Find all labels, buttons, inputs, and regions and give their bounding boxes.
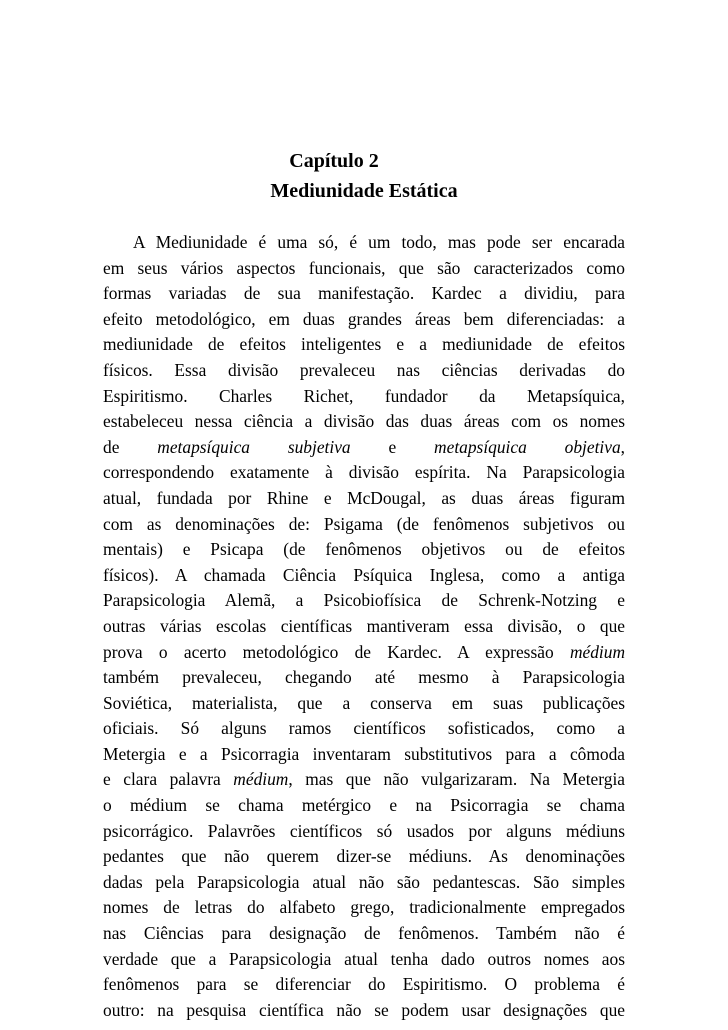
text-segment: Metergia e a Psicorragia inventaram substitutivos para a cômoda <box>103 743 625 764</box>
italic-term: médium <box>569 641 625 662</box>
text-segment: físicos. Essa divisão prevaleceu nas ciências derivadas do <box>103 359 625 380</box>
text-segment: e clara palavra <box>103 769 234 790</box>
text-line <box>103 435 625 461</box>
text-line <box>103 921 625 947</box>
text-segment: prova o acerto metodológico de Kardec. A expressão <box>103 641 570 662</box>
text-line <box>103 563 625 589</box>
text-segment: com as denominações de: Psigama (de fenômenos subjetivos ou <box>103 513 625 534</box>
text-line <box>103 998 625 1024</box>
text-segment: mentais) e Psicapa (de fenômenos objetivos ou de efeitos <box>103 539 625 560</box>
chapter-heading <box>103 146 625 206</box>
text-line <box>103 767 625 793</box>
text-line <box>103 716 625 742</box>
text-segment: em seus vários aspectos funcionais, que são caracterizados como <box>103 257 625 278</box>
text-segment: também prevaleceu, chegando até mesmo à Parapsicologia <box>103 667 625 688</box>
text-line <box>103 947 625 973</box>
text-line <box>103 691 625 717</box>
text-line <box>103 230 625 256</box>
text-segment: , mas que não vulgarizaram. Na Metergia <box>288 769 625 790</box>
text-line <box>103 665 625 691</box>
text-line <box>103 588 625 614</box>
text-segment: nas Ciências para designação de fenômenos. Também não é <box>103 923 625 944</box>
text-line <box>103 358 625 384</box>
text-line <box>103 614 625 640</box>
text-segment: outro: na pesquisa científica não se podem usar designações que <box>103 999 625 1020</box>
text-segment: oficiais. Só alguns ramos científicos sofisticados, como a <box>103 718 625 739</box>
text-line <box>103 870 625 896</box>
text-line <box>103 972 625 998</box>
text-segment: Soviética, materialista, que a conserva em suas publicações <box>103 692 625 713</box>
text-segment: dadas pela Parapsicologia atual não são pedantescas. São simples <box>103 871 625 892</box>
text-segment: fenômenos para se diferenciar do Espiritismo. O problema é <box>103 974 625 995</box>
chapter-number: Capítulo 2 <box>289 150 379 172</box>
text-line <box>103 281 625 307</box>
italic-term: metapsíquica objetiva <box>434 436 621 457</box>
text-line <box>103 640 625 666</box>
italic-term: médium <box>233 769 289 790</box>
text-line <box>103 332 625 358</box>
text-segment: físicos). A chamada Ciência Psíquica Inglesa, como a antiga <box>103 564 625 585</box>
text-line <box>103 409 625 435</box>
text-line <box>103 307 625 333</box>
text-segment: de <box>103 436 158 457</box>
text-line <box>103 844 625 870</box>
text-line <box>103 384 625 410</box>
text-line <box>103 895 625 921</box>
text-line <box>103 537 625 563</box>
text-segment: verdade que a Parapsicologia atual tenha dado outros nomes aos <box>103 948 625 969</box>
text-segment: psicorrágico. Palavrões científicos só usados por alguns médiuns <box>103 820 625 841</box>
text-line <box>103 819 625 845</box>
text-segment: o médium se chama metérgico e na Psicorragia se chama <box>103 795 625 816</box>
text-segment: Espiritismo. Charles Richet, fundador da Metapsíquica, <box>103 385 625 406</box>
text-segment: nomes de letras do alfabeto grego, tradicionalmente empregados <box>103 897 625 918</box>
text-segment: formas variadas de sua manifestação. Kardec a dividiu, para <box>103 283 625 304</box>
text-segment: , <box>620 436 626 457</box>
text-segment: pedantes que não querem dizer-se médiuns. As denominações <box>103 846 625 867</box>
text-segment: e <box>350 436 435 457</box>
text-segment: outras várias escolas científicas mantiveram essa divisão, o que <box>103 615 625 636</box>
chapter-title: Mediunidade Estática <box>270 180 458 202</box>
text-line <box>103 256 625 282</box>
text-line <box>103 512 625 538</box>
text-line <box>103 486 625 512</box>
text-line <box>103 742 625 768</box>
text-line <box>103 793 625 819</box>
body-paragraph <box>103 230 625 1023</box>
text-segment: Parapsicologia Alemã, a Psicobiofísica de Schrenk-Notzing e <box>103 590 625 611</box>
text-segment: A Mediunidade é uma só, é um todo, mas pode ser encarada <box>133 232 625 252</box>
text-segment: correspondendo exatamente à divisão espírita. Na Parapsicologia <box>103 462 625 483</box>
text-segment: atual, fundada por Rhine e McDougal, as duas áreas figuram <box>103 487 625 508</box>
text-segment: efeito metodológico, em duas grandes áreas bem diferenciadas: a <box>103 308 625 329</box>
italic-term: metapsíquica subjetiva <box>157 436 351 457</box>
text-segment: mediunidade de efeitos inteligentes e a mediunidade de efeitos <box>103 334 625 355</box>
text-segment: estabeleceu nessa ciência a divisão das duas áreas com os nomes <box>103 411 625 432</box>
text-line <box>103 460 625 486</box>
